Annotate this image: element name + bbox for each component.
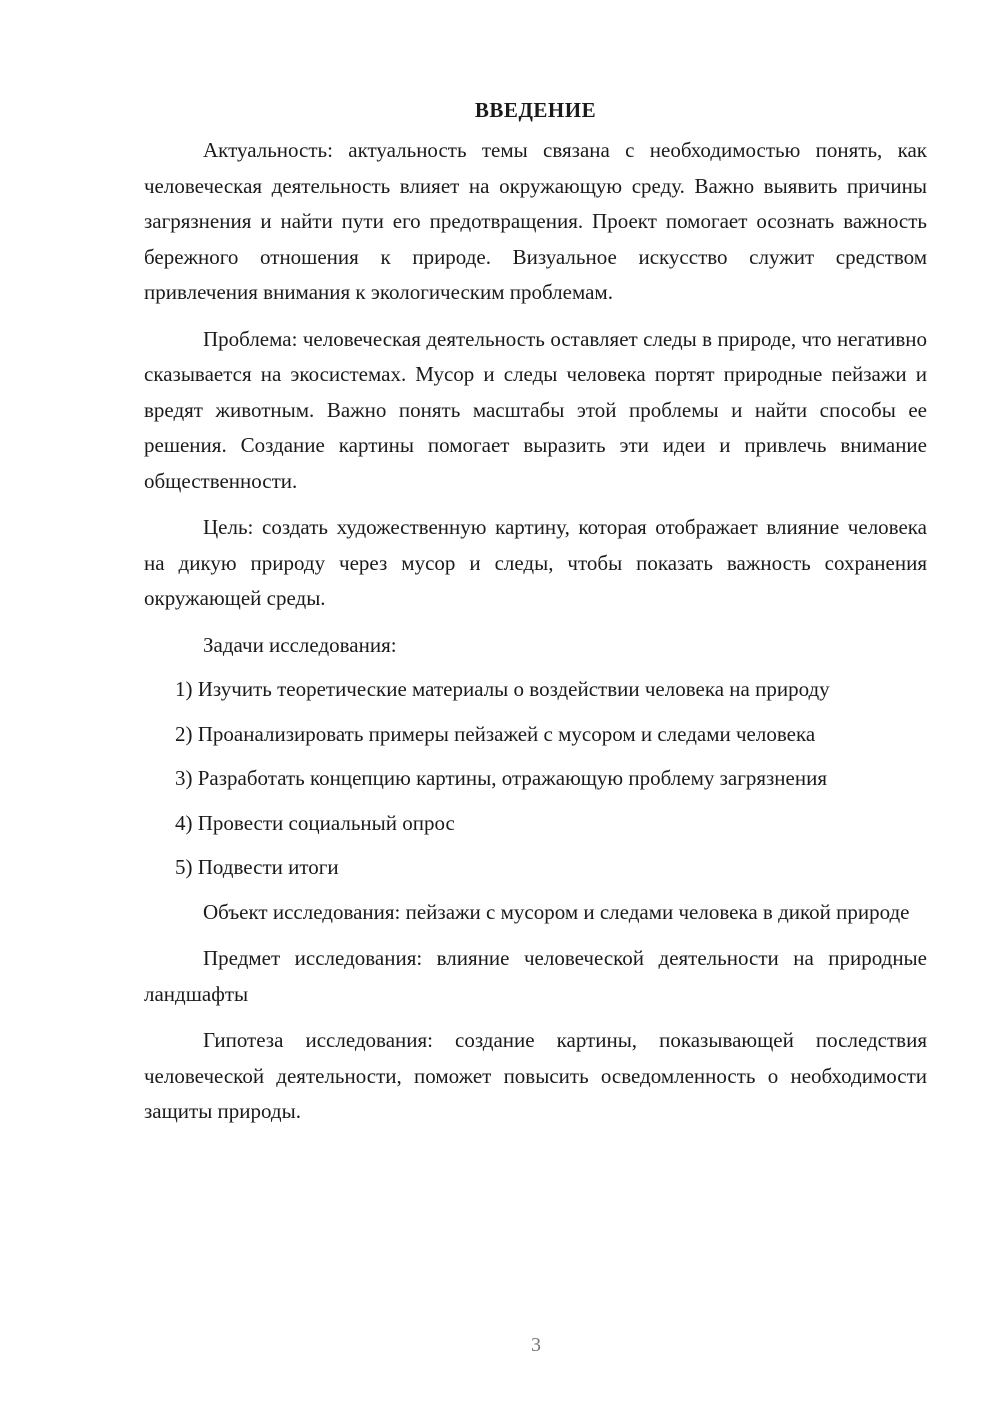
task-item-1: 1) Изучить теоретические материалы о воздействии человека на природу — [175, 677, 830, 701]
task-item-5: 5) Подвести итоги — [175, 855, 339, 879]
paragraph-relevance: Актуальность: актуальность темы связана с необходимостью понять, как человеческая деятельность влияет на окружающую среду. Важно выявить причины загрязнения и найти пути его предотвращения. Проект помогает осознать важность бережного отношения к природе. Визуальное искусство служит средством привлечения внимания к экологическим проблемам. — [144, 138, 927, 304]
paragraph-hypothesis: Гипотеза исследования: создание картины, показывающей последствия человеческой деятельности, поможет повысить осведомленность о необходимости защиты природы. — [144, 1028, 927, 1123]
paragraph-problem: Проблема: человеческая деятельность оставляет следы в природе, что негативно сказывается на экосистемах. Мусор и следы человека портят природные пейзажи и вредят животным. Важно понять масштабы этой проблемы и найти способы ее решения. Создание картины помогает выразить эти идеи и привлечь внимание общественности. — [144, 326, 927, 493]
tasks-heading: Задачи исследования: — [203, 632, 397, 657]
paragraph-goal: Цель: создать художественную картину, которая отображает влияние человека на дикую природу через мусор и следы, чтобы показать важность сохранения окружающей среды. — [144, 515, 927, 610]
paragraph-subject: Предмет исследования: влияние человеческой деятельности на природные ландшафты — [144, 946, 927, 1006]
task-item-2: 2) Проанализировать примеры пейзажей с мусором и следами человека — [175, 721, 816, 746]
page-content — [144, 96, 927, 1141]
section-title: ВВЕДЕНИЕ — [474, 98, 597, 122]
task-item-4: 4) Провести социальный опрос — [175, 810, 455, 835]
paragraph-object: Объект исследования: пейзажи с мусором и следами человека в дикой природе — [203, 899, 910, 924]
task-item-3: 3) Разработать концепцию картины, отражающую проблему загрязнения — [175, 766, 827, 790]
page-number: 3 — [531, 1334, 541, 1356]
